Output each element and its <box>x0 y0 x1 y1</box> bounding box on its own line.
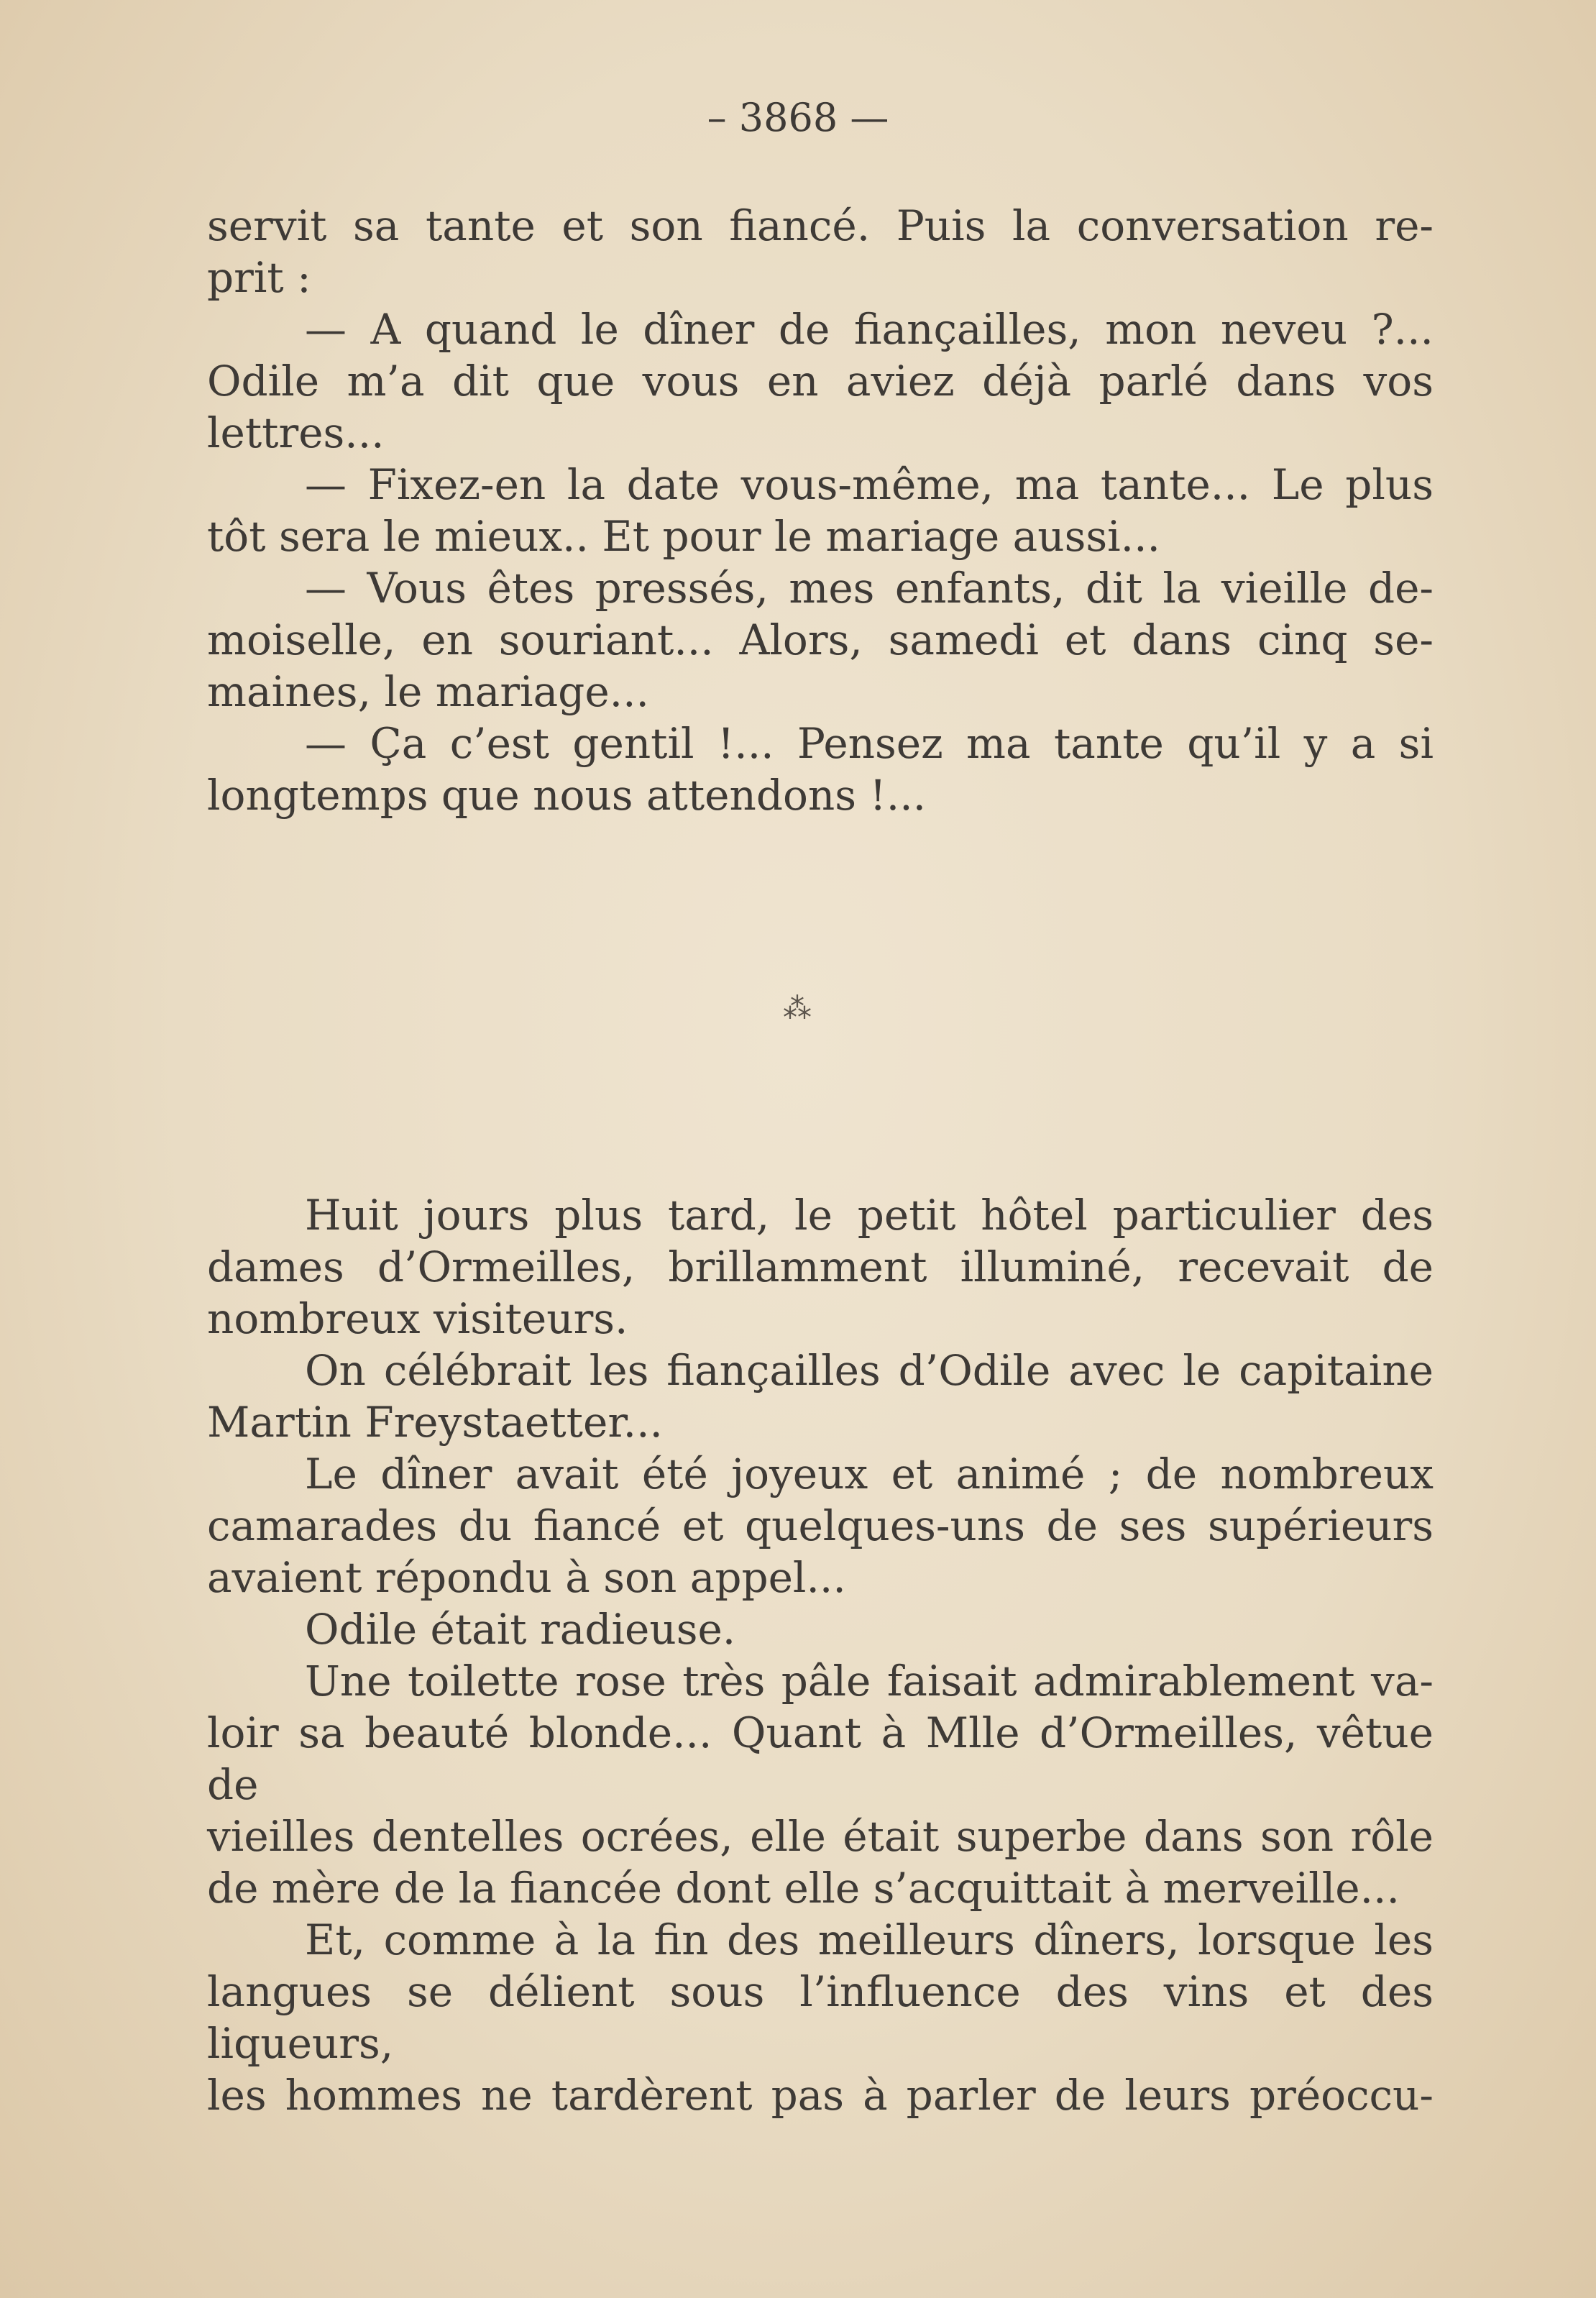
text-line: servit sa tante et son fiancé. Puis la conversation re- <box>207 201 1434 250</box>
text-line: nombreux visiteurs. <box>207 1294 628 1343</box>
text-line: de mère de la fiancée dont elle s’acquittait à merveille... <box>207 1864 1400 1913</box>
text-line: longtemps que nous attendons !... <box>207 771 927 820</box>
text-line: Une toilette rose très pâle faisait admirablement va- <box>305 1657 1434 1706</box>
text-line: tôt sera le mieux.. Et pour le mariage aussi... <box>207 512 1160 561</box>
text-line: — Fixez-en la date vous-même, ma tante... Le plus <box>305 460 1434 509</box>
text-line: Martin Freystaetter... <box>207 1398 663 1447</box>
page-number: – 3868 — <box>707 95 889 140</box>
text-line: dames d’Ormeilles, brillamment illuminé, recevait de <box>207 1242 1434 1291</box>
text-line: moiselle, en souriant... Alors, samedi et dans cinq se- <box>207 615 1434 664</box>
text-line: avaient répondu à son appel... <box>207 1553 846 1602</box>
text-line: lettres... <box>207 408 385 457</box>
text-section-dialogue <box>207 200 1434 821</box>
text-line: camarades du fiancé et quelques-uns de ses supérieurs <box>207 1501 1434 1550</box>
text-line: — A quand le dîner de fiançailles, mon neveu ?... <box>305 305 1434 354</box>
text-line: les hommes ne tardèrent pas à parler de leurs préoccu- <box>207 2071 1434 2120</box>
section-ornament: ⁂ <box>783 992 813 1025</box>
text-line: Odile était radieuse. <box>305 1605 736 1654</box>
text-line: — Vous êtes pressés, mes enfants, dit la vieille de- <box>305 564 1434 613</box>
text-line: maines, le mariage... <box>207 667 649 716</box>
text-line: Le dîner avait été joyeux et animé ; de nombreux <box>305 1450 1434 1498</box>
text-line: prit : <box>207 253 311 302</box>
text-line: langues se délient sous l’influence des vins et des liqueurs, <box>207 1967 1434 2068</box>
text-line: On célébrait les fiançailles d’Odile avec le capitaine <box>305 1346 1434 1395</box>
text-line: Huit jours plus tard, le petit hôtel particulier des <box>305 1191 1434 1240</box>
text-line: — Ça c’est gentil !... Pensez ma tante qu’il y a si <box>305 719 1434 768</box>
text-section-narrative <box>207 1189 1434 2121</box>
text-line: loir sa beauté blonde... Quant à Mlle d’Ormeilles, vêtue de <box>207 1708 1434 1809</box>
text-line: Et, comme à la fin des meilleurs dîners, lorsque les <box>305 1915 1434 1964</box>
text-line: Odile m’a dit que vous en aviez déjà parlé dans vos <box>207 357 1434 406</box>
text-line: vieilles dentelles ocrées, elle était superbe dans son rôle <box>207 1812 1434 1861</box>
